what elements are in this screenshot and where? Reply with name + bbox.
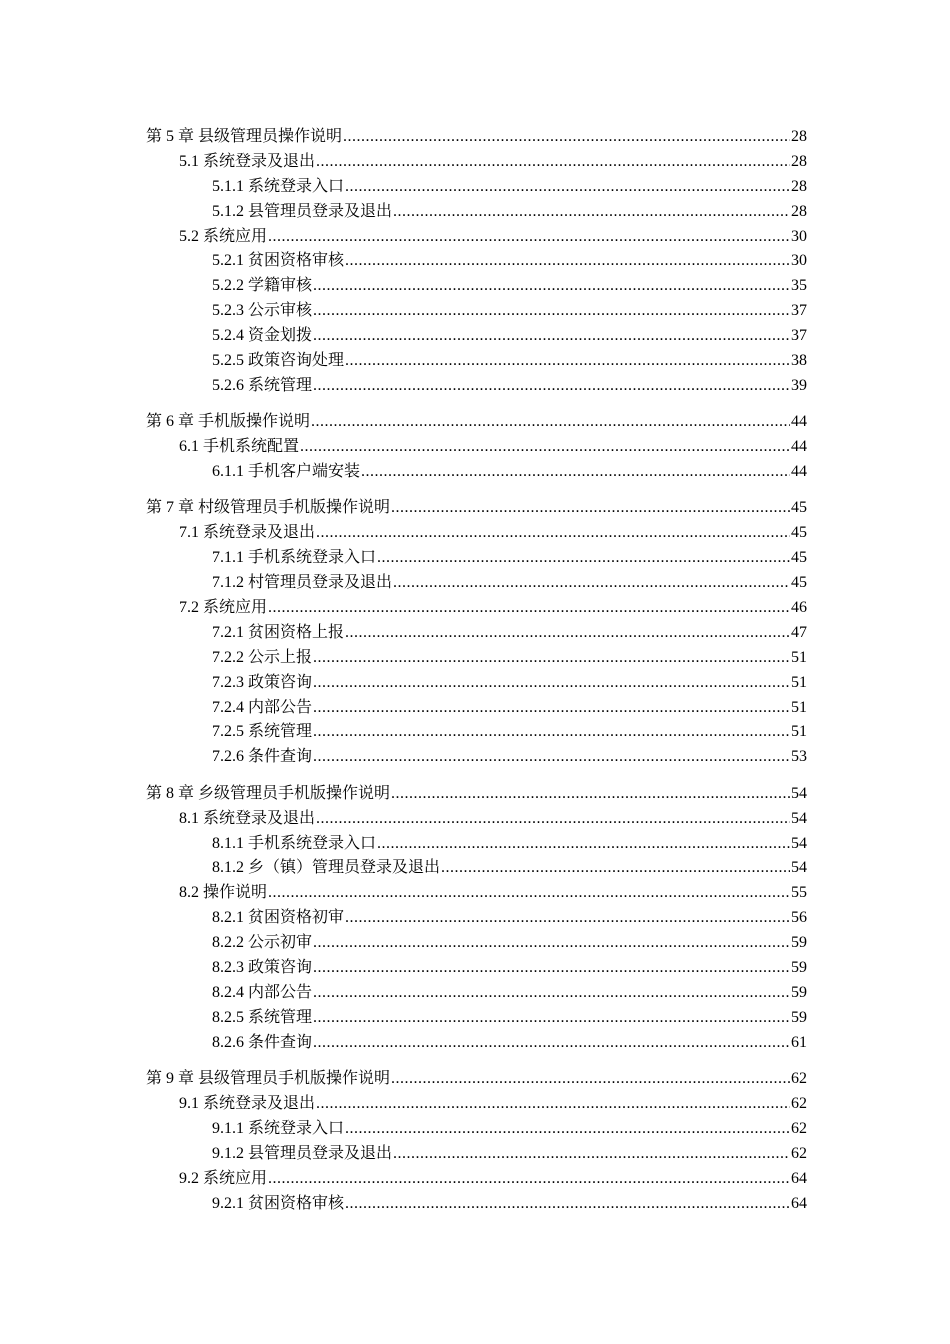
toc-subsection-entry[interactable]	[146, 646, 807, 671]
toc-entry-title: 9.1.2 县管理员登录及退出	[212, 1144, 393, 1162]
toc-entry-title: 7.2 系统应用	[179, 599, 268, 617]
toc-page-number: 61	[791, 1033, 807, 1051]
toc-chapter-entry[interactable]	[146, 782, 807, 807]
toc-page-number: 51	[791, 698, 807, 716]
toc-page-number: 46	[791, 599, 807, 617]
toc-dot-leader	[313, 956, 790, 981]
toc-page-number: 45	[791, 574, 807, 592]
toc-page-number: 38	[791, 352, 807, 370]
toc-dot-leader	[313, 299, 790, 324]
toc-section-entry[interactable]	[146, 881, 807, 906]
toc-chapter-entry[interactable]	[146, 1067, 807, 1092]
toc-page-number: 28	[791, 202, 807, 220]
toc-dot-leader	[268, 881, 790, 906]
toc-subsection-entry[interactable]	[146, 931, 807, 956]
toc-page-number: 37	[791, 327, 807, 345]
toc-page-number: 62	[791, 1144, 807, 1162]
toc-subsection-entry[interactable]	[146, 349, 807, 374]
toc-entry-title: 7.1 系统登录及退出	[179, 524, 316, 542]
toc-page-number: 44	[791, 438, 807, 456]
toc-entry-title: 5.2.1 贫困资格审核	[212, 252, 345, 270]
toc-entry-title: 8.2 操作说明	[179, 884, 268, 902]
toc-entry-title: 9.2.1 贫困资格审核	[212, 1194, 345, 1212]
toc-subsection-entry[interactable]	[146, 832, 807, 857]
toc-page-number: 54	[791, 859, 807, 877]
toc-subsection-entry[interactable]	[146, 956, 807, 981]
toc-page-number: 30	[791, 227, 807, 245]
toc-dot-leader	[393, 571, 790, 596]
toc-section-entry[interactable]	[146, 521, 807, 546]
toc-entry-title: 7.2.6 条件查询	[212, 748, 313, 766]
toc-entry-title: 第 9 章 县级管理员手机版操作说明	[146, 1070, 391, 1088]
toc-entry-title: 9.1.1 系统登录入口	[212, 1119, 345, 1137]
toc-entry-title: 5.1.2 县管理员登录及退出	[212, 202, 393, 220]
toc-subsection-entry[interactable]	[146, 745, 807, 770]
toc-entry-title: 5.2.4 资金划拨	[212, 327, 313, 345]
toc-dot-leader	[345, 1117, 790, 1142]
toc-page-number: 59	[791, 1008, 807, 1026]
toc-page-number: 54	[791, 784, 807, 802]
toc-chapter-group	[146, 782, 807, 1056]
toc-dot-leader	[313, 646, 790, 671]
toc-subsection-entry[interactable]	[146, 299, 807, 324]
toc-dot-leader	[313, 374, 790, 399]
toc-subsection-entry[interactable]	[146, 856, 807, 881]
toc-subsection-entry[interactable]	[146, 621, 807, 646]
toc-entry-title: 5.2 系统应用	[179, 227, 268, 245]
toc-section-entry[interactable]	[146, 1167, 807, 1192]
toc-subsection-entry[interactable]	[146, 274, 807, 299]
toc-chapter-group	[146, 496, 807, 770]
toc-page-number: 62	[791, 1119, 807, 1137]
toc-page-number: 51	[791, 723, 807, 741]
toc-entry-title: 第 5 章 县级管理员操作说明	[146, 128, 343, 145]
toc-page-number: 53	[791, 748, 807, 766]
toc-entry-title: 5.2.2 学籍审核	[212, 277, 313, 295]
toc-dot-leader	[316, 521, 790, 546]
toc-dot-leader	[393, 200, 790, 225]
toc-entry-title: 8.1 系统登录及退出	[179, 809, 316, 827]
toc-subsection-entry[interactable]	[146, 1142, 807, 1167]
toc-chapter-group	[146, 410, 807, 485]
toc-dot-leader	[300, 435, 790, 460]
toc-chapter-entry[interactable]	[146, 125, 807, 150]
toc-entry-title: 9.1 系统登录及退出	[179, 1094, 316, 1112]
toc-dot-leader	[313, 981, 790, 1006]
toc-page-number: 28	[791, 152, 807, 170]
toc-entry-title: 7.2.1 贫困资格上报	[212, 623, 345, 641]
toc-subsection-entry[interactable]	[146, 1117, 807, 1142]
toc-dot-leader	[393, 1142, 790, 1167]
toc-dot-leader	[268, 596, 790, 621]
toc-dot-leader	[268, 225, 790, 250]
toc-entry-title: 5.1 系统登录及退出	[179, 152, 316, 170]
toc-section-entry[interactable]	[146, 596, 807, 621]
toc-entry-title: 5.2.6 系统管理	[212, 376, 313, 394]
toc-subsection-entry[interactable]	[146, 175, 807, 200]
toc-section-entry[interactable]	[146, 807, 807, 832]
toc-page-number: 44	[791, 463, 807, 481]
toc-entry-title: 8.2.3 政策咨询	[212, 959, 313, 976]
toc-dot-leader	[377, 546, 790, 571]
toc-entry-title: 5.2.3 公示审核	[212, 302, 313, 320]
toc-dot-leader	[313, 324, 790, 349]
toc-page-number: 45	[791, 499, 807, 517]
toc-page-number: 45	[791, 524, 807, 542]
toc-dot-leader	[441, 856, 790, 881]
toc-entry-title: 8.2.5 系统管理	[212, 1008, 313, 1026]
toc-dot-leader	[391, 496, 790, 521]
toc-dot-leader	[313, 1006, 790, 1031]
toc-page-number: 51	[791, 648, 807, 666]
toc-page-number: 59	[791, 934, 807, 952]
toc-page-number: 62	[791, 1070, 807, 1088]
toc-dot-leader	[345, 1192, 790, 1217]
toc-dot-leader	[313, 720, 790, 745]
toc-chapter-group	[146, 1067, 807, 1216]
toc-dot-leader	[313, 931, 790, 956]
toc-entry-title: 8.2.1 贫困资格初审	[212, 909, 345, 927]
toc-dot-leader	[345, 906, 790, 931]
toc-dot-leader	[345, 349, 790, 374]
toc-section-entry[interactable]	[146, 225, 807, 250]
toc-page-number: 59	[791, 983, 807, 1001]
toc-entry-title: 7.2.3 政策咨询	[212, 673, 313, 691]
toc-dot-leader	[316, 1092, 790, 1117]
toc-subsection-entry[interactable]	[146, 696, 807, 721]
toc-page-number: 30	[791, 252, 807, 270]
toc-chapter-entry[interactable]	[146, 410, 807, 435]
toc-subsection-entry[interactable]	[146, 546, 807, 571]
toc-dot-leader	[377, 832, 790, 857]
toc-entry-title: 7.2.2 公示上报	[212, 648, 313, 666]
toc-entry-title: 5.1.1 系统登录入口	[212, 177, 345, 195]
toc-subsection-entry[interactable]	[146, 720, 807, 745]
toc-dot-leader	[391, 1067, 790, 1092]
toc-page-number: 59	[791, 959, 807, 976]
toc-chapter-group	[146, 125, 807, 399]
toc-subsection-entry[interactable]	[146, 324, 807, 349]
toc-dot-leader	[316, 150, 790, 175]
toc-entry-title: 8.2.2 公示初审	[212, 934, 313, 952]
toc-entry-title: 5.2.5 政策咨询处理	[212, 352, 345, 370]
toc-subsection-entry[interactable]	[146, 906, 807, 931]
toc-page-number: 64	[791, 1194, 807, 1212]
toc-subsection-entry[interactable]	[146, 249, 807, 274]
toc-subsection-entry[interactable]	[146, 981, 807, 1006]
toc-dot-leader	[311, 410, 790, 435]
toc-entry-title: 第 7 章 村级管理员手机版操作说明	[146, 499, 391, 517]
toc-subsection-entry[interactable]	[146, 671, 807, 696]
toc-dot-leader	[343, 125, 790, 150]
toc-entry-title: 6.1 手机系统配置	[179, 438, 300, 456]
toc-page-number: 28	[791, 177, 807, 195]
toc-dot-leader	[391, 782, 790, 807]
toc-dot-leader	[316, 807, 790, 832]
toc-page-number: 64	[791, 1169, 807, 1187]
toc-dot-leader	[313, 671, 790, 696]
toc-page-number: 54	[791, 834, 807, 852]
toc-page-number: 45	[791, 549, 807, 567]
toc-entry-title: 第 8 章 乡级管理员手机版操作说明	[146, 784, 391, 802]
toc-page-number: 62	[791, 1094, 807, 1112]
toc-subsection-entry[interactable]	[146, 1031, 807, 1056]
toc-page-number: 56	[791, 909, 807, 927]
toc-subsection-entry[interactable]	[146, 571, 807, 596]
toc-subsection-entry[interactable]	[146, 460, 807, 485]
toc-entry-title: 7.2.5 系统管理	[212, 723, 313, 741]
toc-subsection-entry[interactable]	[146, 1006, 807, 1031]
toc-subsection-entry[interactable]	[146, 200, 807, 225]
toc-page-number: 28	[791, 128, 807, 145]
toc-dot-leader	[313, 1031, 790, 1056]
toc-entry-title: 7.2.4 内部公告	[212, 698, 313, 716]
toc-dot-leader	[313, 696, 790, 721]
toc-dot-leader	[313, 745, 790, 770]
toc-entry-title: 7.1.1 手机系统登录入口	[212, 549, 377, 567]
toc-section-entry[interactable]	[146, 1092, 807, 1117]
toc-page-number: 37	[791, 302, 807, 320]
toc-page-number: 55	[791, 884, 807, 902]
toc-page-number: 44	[791, 413, 807, 431]
toc-dot-leader	[345, 249, 790, 274]
toc-entry-title: 8.1.2 乡（镇）管理员登录及退出	[212, 859, 441, 877]
toc-page-number: 35	[791, 277, 807, 295]
toc-page-number: 47	[791, 623, 807, 641]
toc-entry-title: 8.1.1 手机系统登录入口	[212, 834, 377, 852]
toc-dot-leader	[313, 274, 790, 299]
toc-entry-title: 8.2.6 条件查询	[212, 1033, 313, 1051]
toc-entry-title: 8.2.4 内部公告	[212, 983, 313, 1001]
table-of-contents	[146, 125, 807, 1228]
toc-page-number: 39	[791, 376, 807, 394]
toc-dot-leader	[268, 1167, 790, 1192]
toc-entry-title: 6.1.1 手机客户端安装	[212, 463, 361, 481]
toc-entry-title: 9.2 系统应用	[179, 1169, 268, 1187]
toc-section-entry[interactable]	[146, 150, 807, 175]
toc-dot-leader	[345, 175, 790, 200]
toc-dot-leader	[361, 460, 790, 485]
toc-page-number: 54	[791, 809, 807, 827]
toc-subsection-entry[interactable]	[146, 374, 807, 399]
toc-page-number: 51	[791, 673, 807, 691]
toc-subsection-entry[interactable]	[146, 1192, 807, 1217]
toc-chapter-entry[interactable]	[146, 496, 807, 521]
toc-entry-title: 7.1.2 村管理员登录及退出	[212, 574, 393, 592]
toc-entry-title: 第 6 章 手机版操作说明	[146, 413, 311, 431]
toc-section-entry[interactable]	[146, 435, 807, 460]
toc-dot-leader	[345, 621, 790, 646]
